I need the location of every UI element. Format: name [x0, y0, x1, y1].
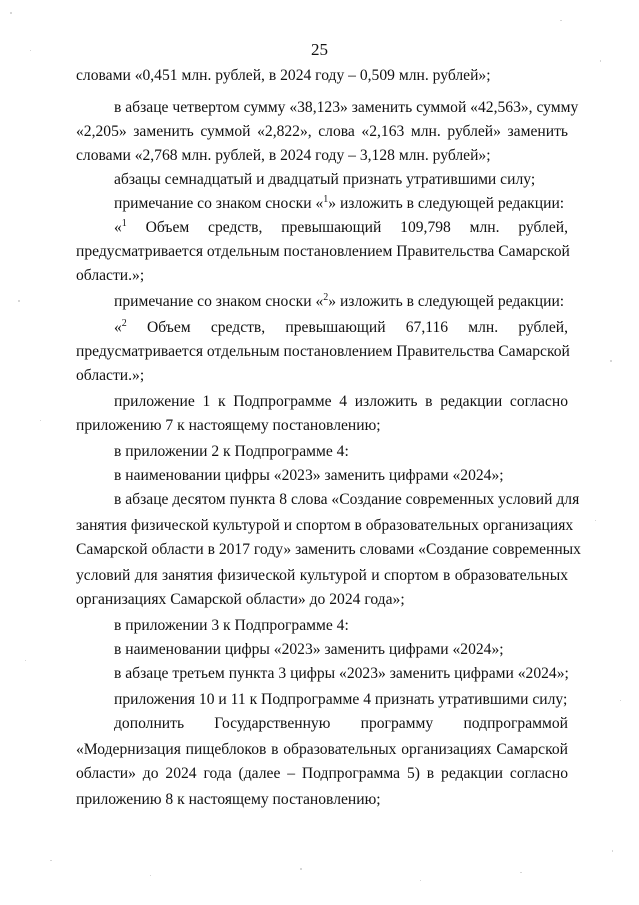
footnote-mark: 1: [323, 194, 329, 205]
page-number: 25: [311, 40, 328, 59]
text-segment: примечание со знаком сноски «: [114, 293, 324, 310]
text-line: приложение 1 к Подпрограмме 4 изложить в редакции согласно: [114, 393, 568, 410]
text-line: приложению 8 к настоящему постановлению;: [76, 791, 381, 808]
text-line: организациях Самарской области» до 2024 года»;: [76, 591, 405, 608]
text-segment: Объем средств, превышающий 67,116 млн. рублей,: [126, 319, 568, 336]
text-line: области» до 2024 года (далее – Подпрограмма 5) в редакции согласно: [76, 765, 568, 782]
text-line: в абзаце четвертом сумму «38,123» заменить суммой «42,563», сумму: [114, 99, 579, 116]
text-line: в наименовании цифры «2023» заменить цифрами «2024»;: [114, 641, 504, 658]
text-line: в наименовании цифры «2023» заменить цифрами «2024»;: [114, 467, 504, 484]
footnote-mark: 2: [323, 292, 329, 303]
text-line: условий для занятия физической культурой и спортом в образовательных: [76, 567, 568, 584]
text-line-with-footnote: [114, 318, 568, 338]
text-line: «Модернизация пищеблоков в образовательных организациях Самарской: [76, 741, 568, 758]
text-segment: » изложить в следующей редакции:: [328, 293, 565, 310]
text-line: занятия физической культурой и спортом в образовательных организациях: [76, 517, 574, 534]
text-line: в абзаце третьем пункта 3 цифры «2023» заменить цифрами «2024»;: [114, 665, 569, 682]
text-line: области.»;: [76, 267, 145, 284]
text-line: в приложении 2 к Подпрограмме 4:: [114, 443, 349, 460]
text-line: предусматривается отдельным постановлением Правительства Самарской: [76, 343, 570, 360]
text-segment: примечание со знаком сноски «: [114, 195, 324, 212]
text-line: в приложении 3 к Подпрограмме 4:: [114, 617, 349, 634]
text-line: приложения 10 и 11 к Подпрограмме 4 признать утратившими силу;: [114, 691, 568, 708]
text-line: в абзаце десятом пункта 8 слова «Создание современных условий для: [114, 491, 580, 508]
text-line: приложению 7 к настоящему постановлению;: [76, 417, 381, 434]
text-line: «2,205» заменить суммой «2,822», слова «2,163 млн. рублей» заменить: [76, 123, 568, 140]
text-line: дополнить Государственную программу подпрограммой: [114, 715, 568, 732]
text-segment: Объем средств, превышающий 109,798 млн. рублей,: [126, 219, 568, 236]
footnote-mark: 2: [121, 318, 127, 329]
text-line: словами «0,451 млн. рублей, в 2024 году – 0,509 млн. рублей»;: [76, 67, 491, 84]
text-line-with-footnote: [114, 292, 568, 312]
text-line: предусматривается отдельным постановлением Правительства Самарской: [76, 243, 570, 260]
text-line: Самарской области в 2017 году» заменить словами «Создание современных: [76, 541, 581, 558]
text-line: абзацы семнадцатый и двадцатый признать утратившими силу;: [114, 171, 536, 188]
text-line: области.»;: [76, 367, 145, 384]
text-segment: » изложить в следующей редакции:: [328, 195, 565, 212]
text-segment: «: [114, 319, 122, 336]
text-line-with-footnote: [114, 194, 568, 214]
text-segment: «: [114, 219, 122, 236]
text-line: словами «2,768 млн. рублей, в 2024 году – 3,128 млн. рублей»;: [76, 147, 491, 164]
footnote-mark: 1: [121, 218, 127, 229]
text-line-with-footnote: [114, 218, 568, 238]
